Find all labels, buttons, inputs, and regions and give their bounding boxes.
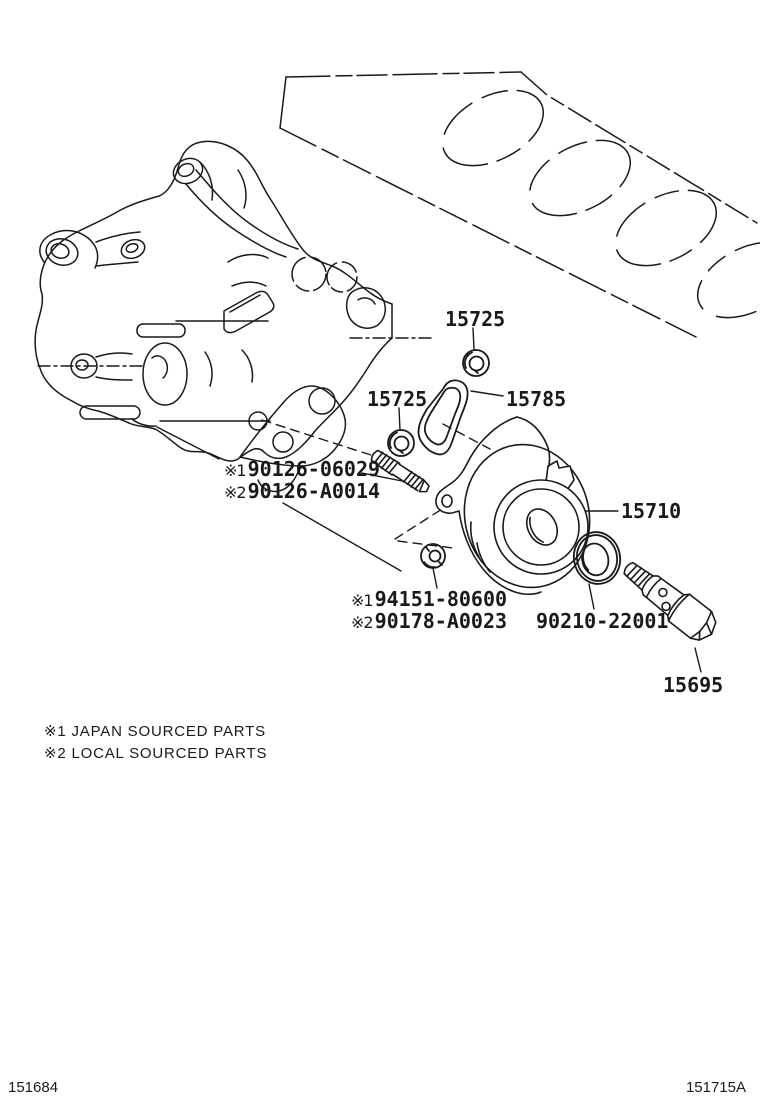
nut-drawing [421,544,445,568]
callout-90126-06029[interactable]: ※1 90126-06029 [224,457,381,481]
callout-15725-left[interactable]: 15725 [367,387,428,411]
callout-90178-A0023[interactable]: ※2 90178-A0023 [351,609,508,633]
callout-15785[interactable]: 15785 [506,387,567,411]
cylinder-block-drawing [280,72,760,337]
callout-90126-A0014[interactable]: ※2 90126-A0014 [224,479,381,503]
figure-code-left: 151684 [8,1079,59,1096]
callout-90210-22001[interactable]: 90210-22001 [536,609,669,633]
engine-front-cover-drawing [35,141,392,491]
seal-washer-left-drawing [388,430,414,456]
figure-code-right: 151715A [685,1079,746,1096]
footnote-ref-1: ※1 [351,591,373,610]
seal-washer-top-drawing [463,350,489,376]
callout-94151-80600[interactable]: ※1 94151-80600 [351,587,508,611]
footnote-ref-2: ※2 [224,483,246,502]
callout-15725-top[interactable]: 15725 [445,307,506,331]
footnote-local-sourced: ※2 LOCAL SOURCED PARTS [44,745,268,762]
callout-15695[interactable]: 15695 [663,673,724,697]
footnote-japan-sourced: ※1 JAPAN SOURCED PARTS [44,723,266,740]
callout-15710[interactable]: 15710 [621,499,682,523]
footnote-ref-2: ※2 [351,613,373,632]
footnote-ref-1: ※1 [224,461,246,480]
